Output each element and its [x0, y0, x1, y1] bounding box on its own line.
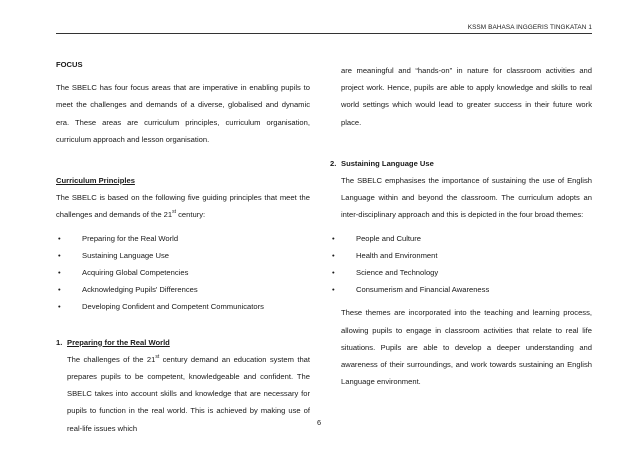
section-2-paragraph: The SBELC emphasises the importance of sustaining the use of English Language within and beyond the classroom. The curriculum adopts an inter-disciplinary approach and this is depicted in the four broad themes:	[341, 176, 592, 220]
section-1-superscript: st	[155, 353, 160, 360]
list-item: • Preparing for the Real World	[56, 230, 310, 247]
list-item: • Acquiring Global Competencies	[56, 264, 310, 281]
section-1-text: The challenges of the 21	[67, 354, 156, 364]
intro-superscript: st	[172, 209, 176, 216]
section-2-title: Sustaining Language Use	[341, 158, 434, 168]
list-item: • People and Culture	[330, 230, 592, 247]
section-1-number: 1.	[56, 337, 63, 347]
list-item: • Acknowledging Pupils' Differences	[56, 281, 310, 298]
header-rule	[56, 33, 592, 34]
section-2-number: 2.	[330, 158, 337, 168]
list-item: • Health and Environment	[330, 247, 592, 264]
continuation-paragraph: are meaningful and “hands-on” in nature for classroom activities and project work. Hence, pupils are able to apply knowledge and skills to real world settings which would lead to greater success in their future work place.	[341, 66, 592, 127]
list-item: • Developing Confident and Competent Communicators	[56, 298, 310, 315]
section-2-heading	[330, 155, 592, 172]
right-column	[330, 56, 592, 390]
list-item: • Consumerism and Financial Awareness	[330, 281, 592, 298]
section-2-closing: These themes are incorporated into the teaching and learning process, allowing pupils to engage in classroom activities that relate to real life situations. Pupils are able to develop a deeper understanding and awareness of their surroundings, and work towards sustaining an English Language environment.	[341, 308, 592, 387]
themes-list	[330, 230, 592, 299]
curriculum-principles-heading: Curriculum Principles	[56, 176, 135, 186]
section-1-title: Preparing for the Real World	[67, 337, 170, 347]
running-header: KSSM BAHASA INGGERIS TINGKATAN 1	[467, 24, 592, 31]
left-column	[56, 56, 310, 437]
focus-heading: FOCUS	[56, 60, 83, 69]
list-item: • Sustaining Language Use	[56, 247, 310, 264]
focus-paragraph: The SBELC has four focus areas that are imperative in enabling pupils to meet the challenges and demands of a diverse, globalised and dynamic era. These areas are curriculum principles, curriculum organisation, curriculum approach and lesson organisation.	[56, 83, 310, 144]
page-number: 6	[316, 418, 322, 427]
section-1-text-end: century demand an education system that prepares pupils to be competent, knowledgeable and confident. The SBELC takes into account skills and knowledge that are necessary for pupils to function in the real world. This is achieved by making use of real-life issues which	[67, 354, 310, 433]
intro-text: The SBELC is based on the following five guiding principles that meet the challenges and demands of the 21	[56, 193, 310, 220]
principles-list	[56, 230, 310, 316]
curriculum-principles-intro	[56, 189, 310, 223]
intro-text-end: century:	[176, 210, 206, 220]
section-1-heading	[56, 334, 310, 351]
list-item: • Science and Technology	[330, 264, 592, 281]
